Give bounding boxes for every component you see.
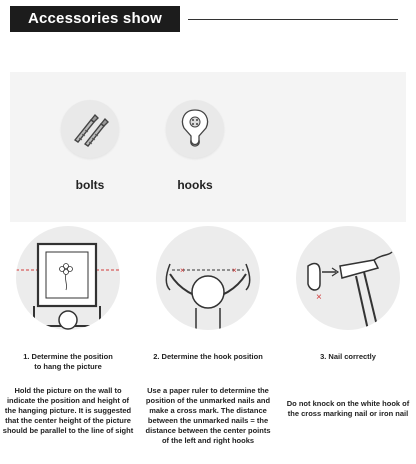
header-divider	[188, 19, 398, 20]
hooks-label: hooks	[177, 178, 213, 192]
step-determine-position	[0, 224, 136, 460]
ruler-measure-icon	[156, 226, 260, 330]
step-1-title: 1. Determine the position to hang the picture	[23, 352, 113, 371]
picture-frame-icon	[16, 226, 120, 330]
step-hook-position	[140, 224, 276, 460]
svg-text:×: ×	[180, 266, 185, 275]
accessory-hooks	[135, 72, 255, 222]
accessory-bolts	[30, 72, 150, 222]
bolts-label: bolts	[75, 178, 105, 192]
svg-text:×: ×	[316, 292, 322, 303]
step-2-title: 2. Determine the hook position	[153, 352, 263, 361]
step-2-description: Use a paper ruler to determine the position of the unmarked nails and make a cross mark. The distance between the unmarked nails = the distance between the center points of the left and right hooks	[145, 386, 271, 445]
bolts-icon	[61, 100, 119, 158]
step-nail-correctly	[280, 224, 416, 460]
accessories-panel	[10, 72, 406, 222]
step-1-description: Hold the picture on the wall to indicate the position and height of the hanging picture. It is suggested that the center height of the picture should be parallel to the line of sight	[2, 386, 134, 435]
hammer-icon	[296, 226, 400, 330]
step-3-title: 3. Nail correctly	[320, 352, 376, 361]
hook-icon	[166, 100, 224, 158]
step-3-description: Do not knock on the white hook of the cross marking nail or iron nail	[286, 399, 410, 418]
section-title: Accessories show	[10, 6, 180, 32]
svg-text:×: ×	[232, 266, 237, 275]
